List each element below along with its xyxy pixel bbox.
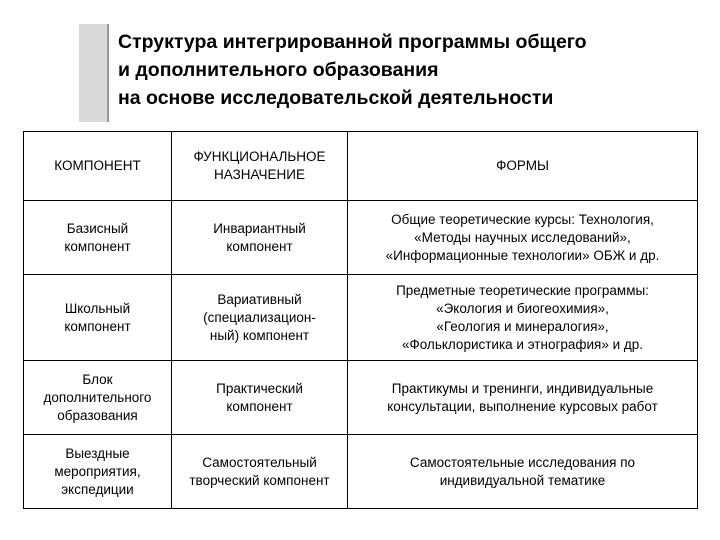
cell-line: Практикумы и тренинги, индивидуальные [391, 380, 654, 396]
table-header-row [24, 132, 698, 201]
cell-line: консультации, выполнение курсовых работ [387, 398, 658, 414]
title-line: на основе исследовательской деятельности [118, 87, 554, 109]
slide-title [118, 28, 708, 112]
structure-table-container [23, 131, 697, 508]
header-forms [348, 132, 698, 201]
cell-line: «Экология и биогеохимия», [436, 300, 609, 316]
header-function [172, 132, 348, 201]
cell-line: Базисный [66, 220, 129, 236]
cell-line: Вариативный [217, 291, 302, 307]
cell-line: образования [57, 407, 138, 423]
cell-function [172, 275, 348, 361]
cell-function [172, 361, 348, 435]
cell-line: дополнительного [43, 389, 152, 405]
cell-component [24, 435, 172, 509]
header-line: КОМПОНЕНТ [54, 158, 141, 173]
cell-line: компонент [64, 318, 131, 334]
cell-line: Школьный [64, 300, 131, 316]
cell-component [24, 361, 172, 435]
structure-table [23, 131, 698, 509]
cell-line: творческий компонент [189, 472, 330, 488]
cell-line: «Фольклористика и этнография» и др. [401, 336, 644, 352]
cell-line: Практический [216, 380, 303, 396]
cell-line: Инвариантный [213, 220, 306, 236]
cell-line: индивидуальной тематике [439, 472, 606, 488]
table-row [24, 275, 698, 361]
cell-line: компонент [226, 398, 293, 414]
cell-line: Блок [82, 371, 113, 387]
cell-component [24, 275, 172, 361]
cell-line: Самостоятельные исследования по [409, 454, 636, 470]
header-line: ФУНКЦИОНАЛЬНОЕ [193, 149, 326, 164]
cell-line: компонент [226, 238, 293, 254]
cell-line: (специализацион- [203, 309, 316, 325]
cell-line: Общие теоретические курсы: Технология, [391, 211, 654, 227]
title-line: Структура интегрированной программы общего [118, 31, 587, 53]
cell-line: «Геология и минералогия», [436, 318, 609, 334]
header-component [24, 132, 172, 201]
table-row [24, 361, 698, 435]
cell-forms [348, 435, 698, 509]
cell-function [172, 435, 348, 509]
cell-line: «Информационные технологии» ОБЖ и др. [385, 247, 660, 263]
cell-line: Предметные теоретические программы: [396, 282, 649, 298]
cell-line: компонент [64, 238, 131, 254]
table-row [24, 435, 698, 509]
cell-forms [348, 361, 698, 435]
title-accent-bar [79, 24, 109, 122]
cell-line: ный) компонент [209, 327, 310, 343]
header-line: НАЗНАЧЕНИЕ [214, 167, 305, 182]
cell-line: Выездные [65, 445, 130, 461]
title-line: и дополнительного образования [118, 59, 439, 81]
table-row [24, 201, 698, 275]
cell-forms [348, 275, 698, 361]
cell-line: мероприятия, [54, 463, 141, 479]
cell-component [24, 201, 172, 275]
cell-line: экспедиции [61, 481, 134, 497]
cell-line: Самостоятельный [202, 454, 317, 470]
cell-line: «Методы научных исследований», [414, 229, 631, 245]
header-line: ФОРМЫ [496, 158, 549, 173]
cell-forms [348, 201, 698, 275]
cell-function [172, 201, 348, 275]
